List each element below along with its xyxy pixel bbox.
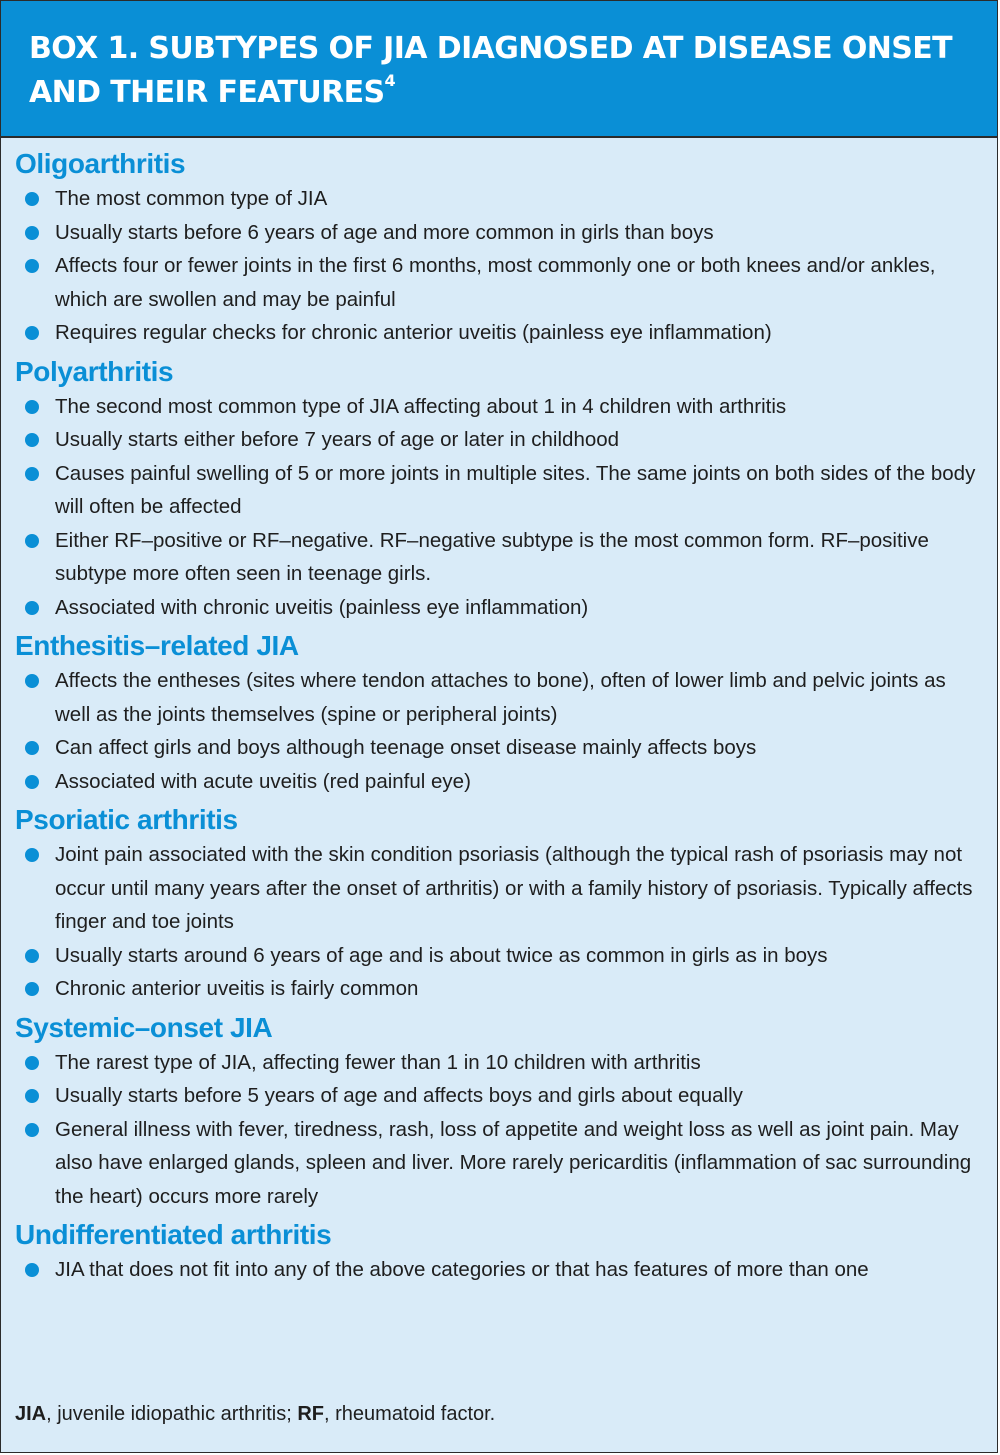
box-title (29, 27, 977, 115)
section-title: Systemic–onset JIA (15, 1011, 273, 1043)
list-item: Usually starts before 6 years of age and more common in girls than boys (15, 216, 977, 250)
bullet-icon (25, 775, 39, 789)
section-polyarthritis (15, 354, 977, 625)
footnote-def-jia: , juvenile idiopathic arthritis; (46, 1403, 298, 1425)
title-line-1: BOX 1. SUBTYPES OF JIA DIAGNOSED AT DISEASE ONSET (29, 31, 953, 66)
bullet-icon (25, 1089, 39, 1103)
section-psoriatic-arthritis (15, 802, 977, 1006)
footnote-abbr-jia: JIA (15, 1403, 47, 1425)
bullet-icon (25, 1263, 39, 1277)
bullet-list (15, 1253, 977, 1287)
bullet-list (15, 390, 977, 625)
bullet-list (15, 664, 977, 798)
list-item: General illness with fever, tiredness, rash, loss of appetite and weight loss as well as joint pain. May also have enlarged glands, spleen and liver. More rarely pericarditis (inflammation of sac surrounding the heart) occurs more rarely (15, 1113, 977, 1214)
list-item: The second most common type of JIA affecting about 1 in 4 children with arthritis (15, 390, 977, 424)
list-item: Affects four or fewer joints in the first 6 months, most commonly one or both knees and/or ankles, which are swollen and may be painful (15, 249, 977, 316)
bullet-icon (25, 192, 39, 206)
bullet-icon (25, 1056, 39, 1070)
bullet-list (15, 1046, 977, 1214)
list-item: Either RF–positive or RF–negative. RF–negative subtype is the most common form. RF–positive subtype more often seen in teenage girls. (15, 524, 977, 591)
bullet-icon (25, 467, 39, 481)
list-item: Associated with chronic uveitis (painless eye inflammation) (15, 591, 977, 625)
bullet-icon (25, 741, 39, 755)
section-oligoarthritis (15, 146, 977, 350)
list-item: JIA that does not fit into any of the above categories or that has features of more than one (15, 1253, 977, 1287)
list-item: Affects the entheses (sites where tendon attaches to bone), often of lower limb and pelvic joints as well as the joints themselves (spine or peripheral joints) (15, 664, 977, 731)
bullet-icon (25, 949, 39, 963)
list-item: Can affect girls and boys although teenage onset disease mainly affects boys (15, 731, 977, 765)
list-item: Chronic anterior uveitis is fairly common (15, 972, 977, 1006)
section-title: Enthesitis–related JIA (15, 630, 299, 661)
footnote-abbr-rf: RF (297, 1403, 325, 1425)
box-content (1, 138, 997, 1287)
bullet-icon (25, 226, 39, 240)
bullet-icon (25, 400, 39, 414)
title-line-2: AND THEIR FEATURES (29, 75, 385, 110)
bullet-icon (25, 1123, 39, 1137)
bullet-list (15, 838, 977, 1006)
list-item: The rarest type of JIA, affecting fewer than 1 in 10 children with arthritis (15, 1046, 977, 1080)
section-systemic-onset-jia (15, 1010, 977, 1214)
section-title: Psoriatic arthritis (15, 804, 238, 835)
section-title: Oligoarthritis (15, 148, 186, 179)
list-item: Usually starts either before 7 years of age or later in childhood (15, 423, 977, 457)
title-reference: 4 (384, 71, 396, 90)
list-item: Usually starts before 5 years of age and affects boys and girls about equally (15, 1079, 977, 1113)
section-title: Polyarthritis (15, 355, 174, 387)
bullet-icon (25, 326, 39, 340)
footnote-def-rf: , rheumatoid factor. (324, 1403, 496, 1425)
bullet-icon (25, 601, 39, 615)
bullet-icon (25, 534, 39, 548)
footnote (15, 1399, 495, 1429)
bullet-list (15, 182, 977, 350)
bullet-icon (25, 433, 39, 447)
list-item: Usually starts around 6 years of age and is about twice as common in girls as in boys (15, 939, 977, 973)
bullet-icon (25, 982, 39, 996)
section-title: Undifferentiated arthritis (15, 1219, 332, 1250)
bullet-icon (25, 674, 39, 688)
list-item: Requires regular checks for chronic anterior uveitis (painless eye inflammation) (15, 316, 977, 350)
bullet-icon (25, 259, 39, 273)
bullet-icon (25, 848, 39, 862)
box-header (1, 1, 997, 138)
list-item: Causes painful swelling of 5 or more joints in multiple sites. The same joints on both sides of the body will often be affected (15, 457, 977, 524)
list-item: The most common type of JIA (15, 182, 977, 216)
list-item: Joint pain associated with the skin condition psoriasis (although the typical rash of psoriasis may not occur until many years after the onset of arthritis) or with a family history of psoriasis. Typically affects finger and toe joints (15, 838, 977, 939)
section-enthesitis-related-jia (15, 628, 977, 798)
list-item: Associated with acute uveitis (red painful eye) (15, 765, 977, 799)
section-undifferentiated-arthritis (15, 1217, 977, 1287)
